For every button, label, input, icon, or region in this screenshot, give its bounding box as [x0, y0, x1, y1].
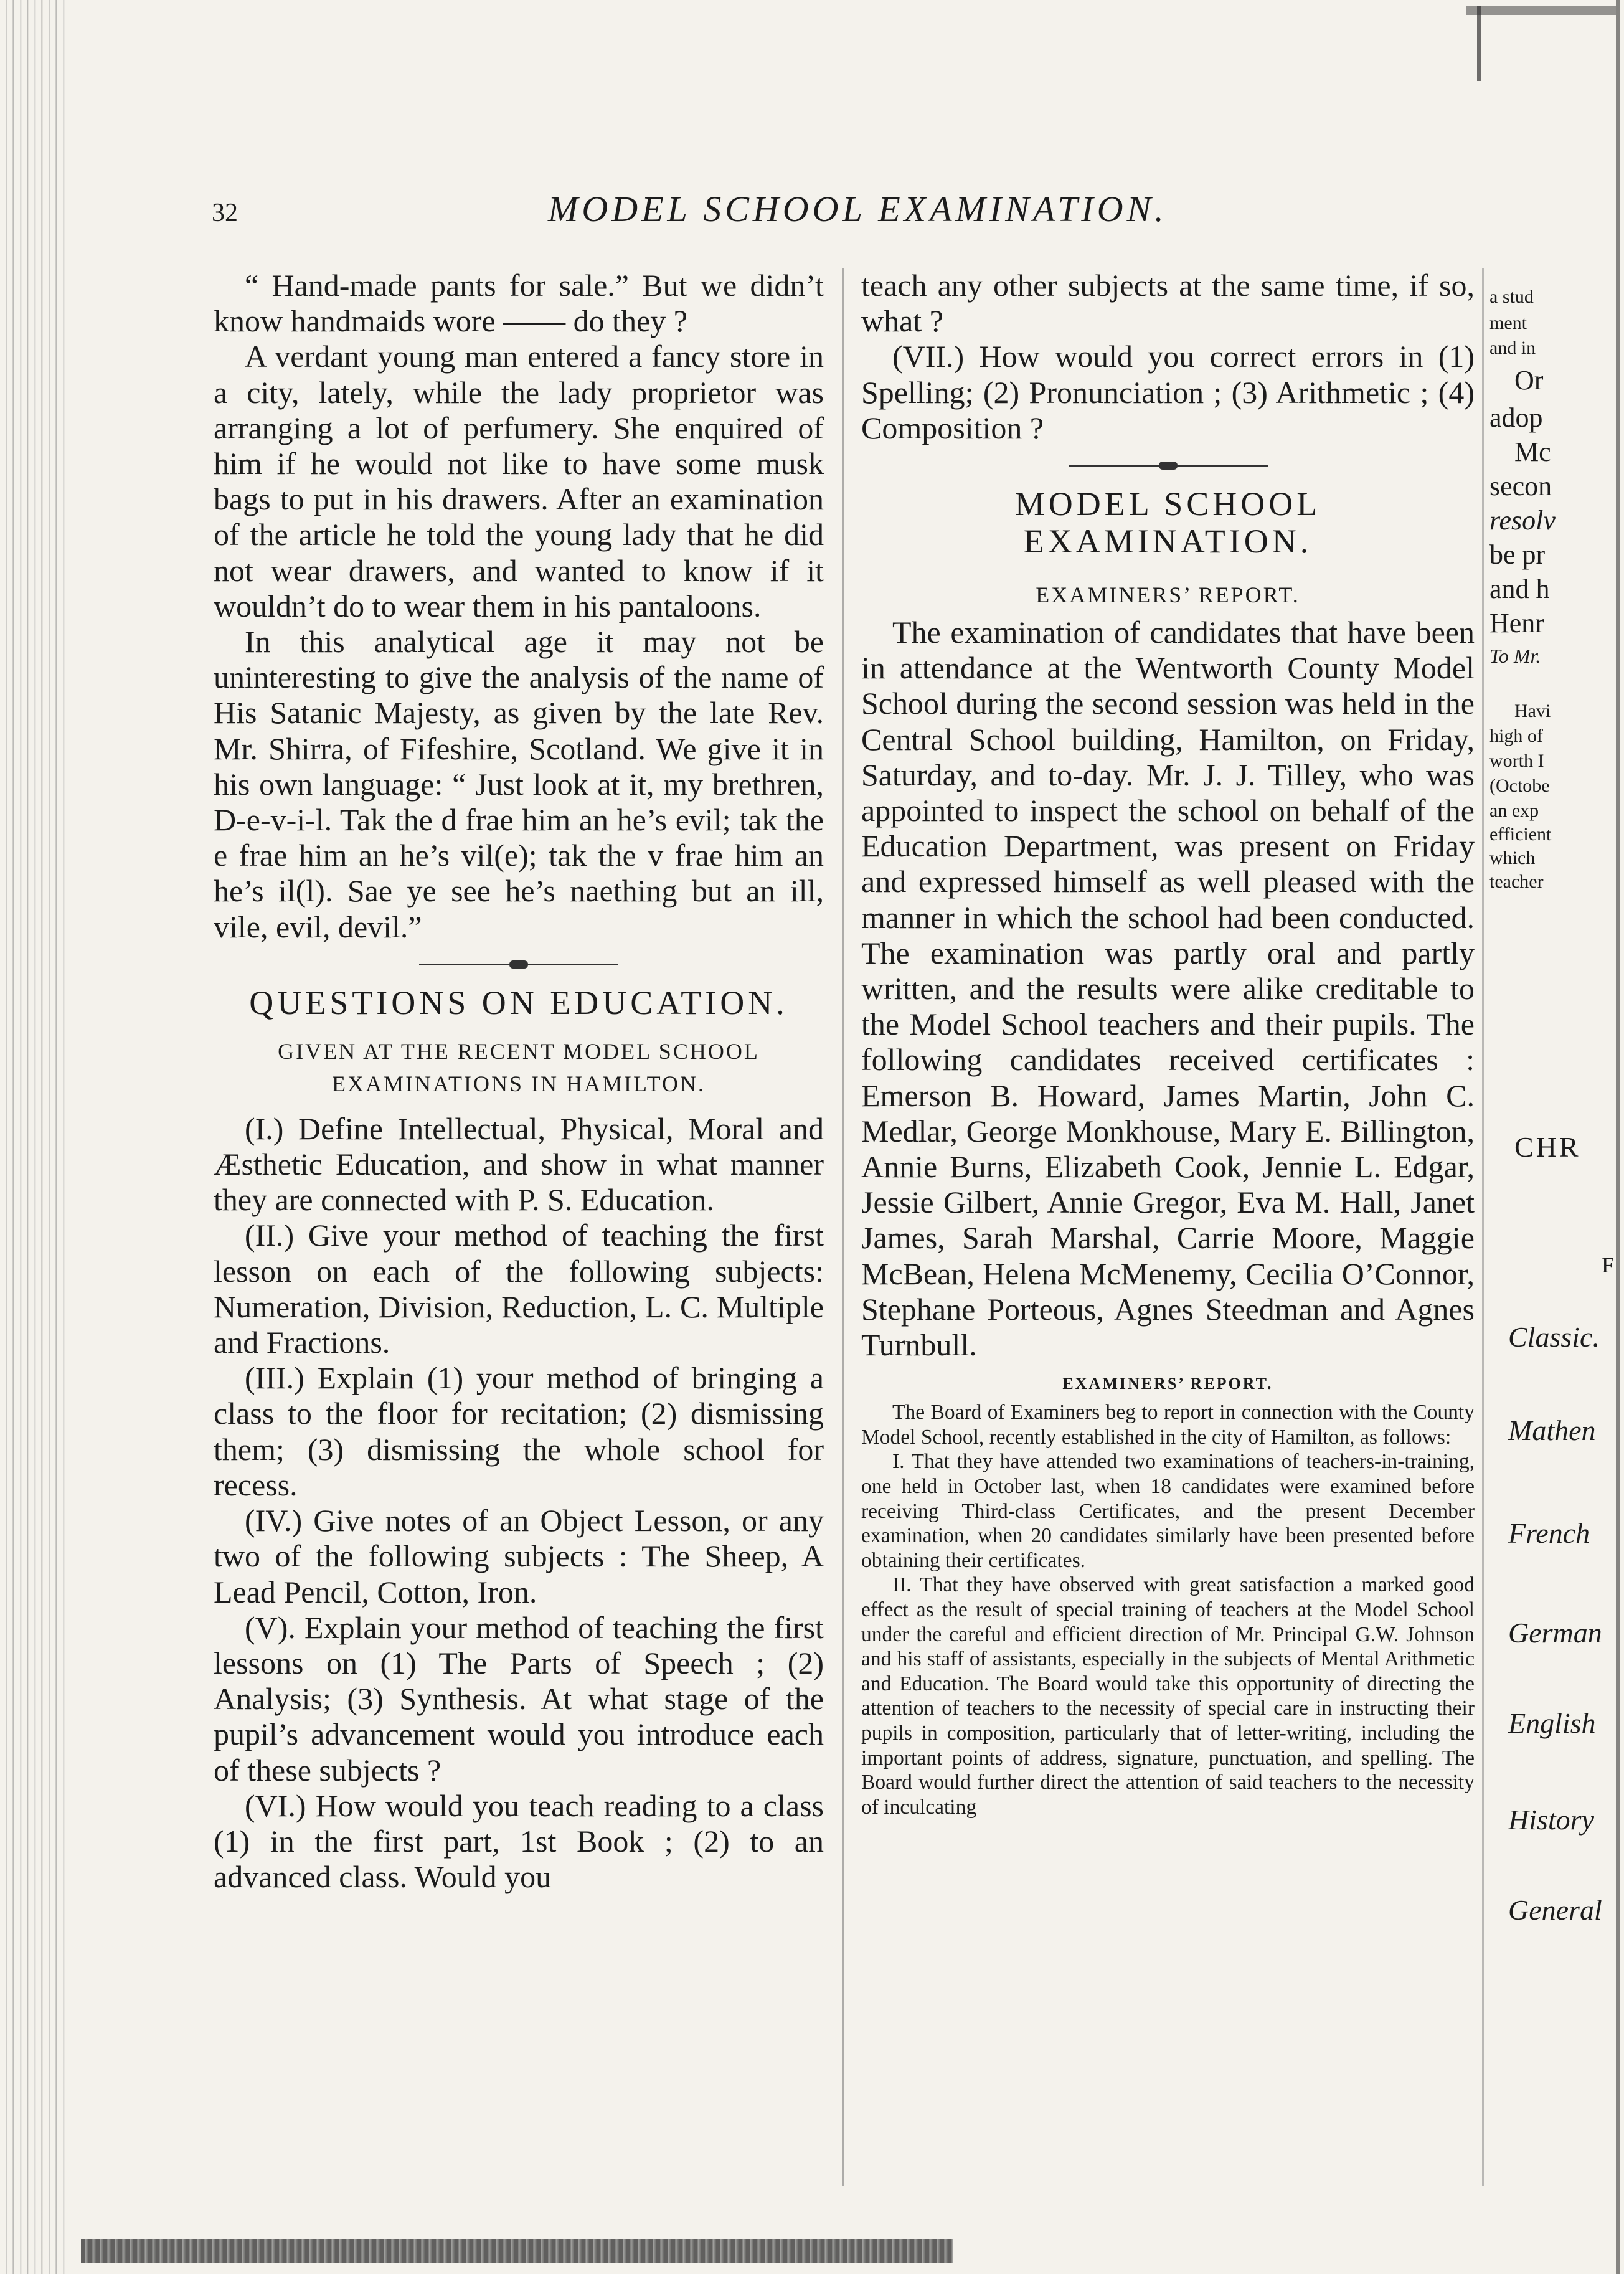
fragment: Havi	[1514, 701, 1551, 721]
page-edge-line	[1616, 0, 1620, 2274]
column-divider	[842, 268, 844, 2186]
fragment: efficient	[1489, 824, 1552, 845]
fragment: Mathen	[1508, 1414, 1596, 1446]
fragment: a stud	[1489, 287, 1534, 307]
fragment: which	[1489, 848, 1536, 868]
question: (VI.) How would you teach reading to a class (1) in the first part, 1st Book ; (2) to an advanced class. Would you	[214, 1788, 824, 1895]
column-divider-right	[1482, 268, 1484, 2186]
question: (II.) Give your method of teaching the first lesson on each of the following subjects: Numeration, Division, Reduction, L. C. Multiple and Fractions.	[214, 1218, 824, 1360]
paragraph-continuation: teach any other subjects at the same time, if so, what ?	[861, 268, 1475, 339]
running-head: MODEL SCHOOL EXAMINATION.	[548, 189, 1168, 229]
fragment: an exp	[1489, 800, 1539, 821]
fragment: (Octobe	[1489, 775, 1550, 796]
fragment: Classic.	[1508, 1321, 1600, 1353]
small-heading: EXAMINERS’ REPORT.	[1062, 1375, 1273, 1393]
fragment: worth I	[1489, 751, 1544, 771]
fragment: teacher	[1489, 871, 1544, 892]
fragment: resolv	[1489, 505, 1556, 536]
paragraph: “ Hand-made pants for sale.” But we didn’t know handmaids wore —— do they ?	[214, 268, 824, 339]
fragment: high of	[1489, 726, 1543, 746]
small-paragraph: The Board of Examiners beg to report in connection with the County Model School, recently established in the city of Hamilton, as follows:	[861, 1401, 1475, 1449]
fragment: Henr	[1489, 608, 1544, 638]
fragment: secon	[1489, 471, 1552, 501]
small-paragraph: I. That they have attended two examinations of teachers-in-training, one held in October last, when 18 candidates were examined before receiving Third-class Certificates, and the present December examination, when 20 candidates similarly have been presented before obtaining their certificates.	[861, 1450, 1475, 1572]
fragment: General	[1508, 1894, 1602, 1926]
fragment: English	[1508, 1707, 1596, 1739]
paragraph: In this analytical age it may not be uninteresting to give the analysis of the name of His Satanic Majesty, as given by the late Rev. Mr. Shirra, of Fifeshire, Scotland. We give it in his own language: “ Just look at it, my brethren, D-e-v-i-l. Tak the d frae him an he’s evil; tak the e frae him an he’s vil(e); tak the v frae him an he’s il(l). Sae ye see he’s naething but an ill, vile, evil, devil.”	[214, 624, 824, 944]
ornamental-rule	[419, 964, 618, 965]
fragment: ment	[1489, 313, 1527, 333]
section-subheading: GIVEN AT THE RECENT MODEL SCHOOL EXAMINATIONS IN HAMILTON.	[278, 1038, 760, 1096]
fragment: F	[1602, 1253, 1615, 1277]
fragment: To Mr.	[1489, 645, 1541, 667]
question: (IV.) Give notes of an Object Lesson, or any two of the following subjects : The Sheep, A Lead Pencil, Cotton, Iron.	[214, 1503, 824, 1609]
ornamental-rule	[1069, 465, 1268, 467]
scan-shadow-left	[0, 0, 68, 2274]
column-middle	[861, 268, 1475, 1819]
scan-bar-bottom	[81, 2239, 953, 2263]
paragraph: The examination of candidates that have been in attendance at the Wentworth County Model School during the second session was held in the Central School building, Hamilton, on Friday, Saturday, and to-day. Mr. J. J. Tilley, who was appointed to inspect the school on behalf of the Education Department, was present on Friday and expressed himself as well pleased with the manner in which the school had been conducted. The examination was partly oral and partly written, and the results were alike creditable to the Model School teachers and their pupils. The following candidates received certificates : Emerson B. Howard, James Martin, John C. Medlar, George Monkhouse, Mary E. Billington, Annie Burns, Elizabeth Cook, Jennie L. Edgar, Jessie Gilbert, Annie Gregor, Eva M. Hall, Janet James, Sarah Marshal, Carrie Moore, Maggie McBean, Helena McMenemy, Cecilia O’Connor, Stephane Porteous, Agnes Steedman and Agnes Turnbull.	[861, 615, 1475, 1363]
article-subheading: EXAMINERS’ REPORT.	[1036, 582, 1300, 608]
paragraph: A verdant young man entered a fancy store in a city, lately, while the lady proprietor was arranging a lot of perfumery. She enquired of him if he would not like to have some musk bags to put in his drawers. After an examination of the article he told the young lady that he did not wear drawers, and wanted to know if it wouldn’t do to wear them in his pantaloons.	[214, 339, 824, 623]
question: (I.) Define Intellectual, Physical, Moral and Æsthetic Education, and show in what manner they are connected with P. S. Education.	[214, 1111, 824, 1218]
fragment: and h	[1489, 574, 1550, 604]
question: (VII.) How would you correct errors in (1) Spelling; (2) Pronunciation ; (3) Arithmetic ; (4) Composition ?	[861, 339, 1475, 445]
fragment: History	[1508, 1804, 1594, 1836]
page-number: 32	[212, 199, 238, 227]
fragment: German	[1508, 1617, 1602, 1649]
fragment: adop	[1489, 402, 1543, 433]
fragment: and in	[1489, 338, 1536, 358]
fragment: French	[1508, 1517, 1590, 1549]
article-heading: MODEL SCHOOL EXAMINATION.	[1014, 485, 1321, 561]
fragment: Or	[1514, 365, 1544, 396]
question: (V). Explain your method of teaching the first lessons on (1) The Parts of Speech ; (2) Analysis; (3) Synthesis. At what stage of the pupil’s advancement would you introduce each of these subjects ?	[214, 1609, 824, 1788]
small-paragraph: II. That they have observed with great satisfaction a marked good effect as the result of special training of teachers at the Model School under the careful and efficient direction of Mr. Principal G.W. Johnson and his staff of assistants, especially in the subjects of Mental Arithmetic and Education. The Board would take this opportunity of directing the attention of teachers to the necessity of special care in instructing their pupils in composition, particularly that of letter-writing, including the important points of address, signature, punctuation, and spelling. The Board would further direct the attention of said teachers to the necessity of inculcating	[861, 1573, 1475, 1819]
fragment: CHR	[1514, 1131, 1581, 1163]
fragment: be pr	[1489, 539, 1546, 570]
column-left	[214, 268, 824, 1895]
scan-mark-vertical	[1477, 6, 1481, 81]
fragment: Mc	[1514, 437, 1551, 467]
section-heading: QUESTIONS ON EDUCATION.	[249, 983, 788, 1021]
scan-mark-top	[1466, 6, 1616, 15]
question: (III.) Explain (1) your method of bringing a class to the floor for recitation; (2) dismissing them; (3) dismissing the whole school for recess.	[214, 1360, 824, 1502]
